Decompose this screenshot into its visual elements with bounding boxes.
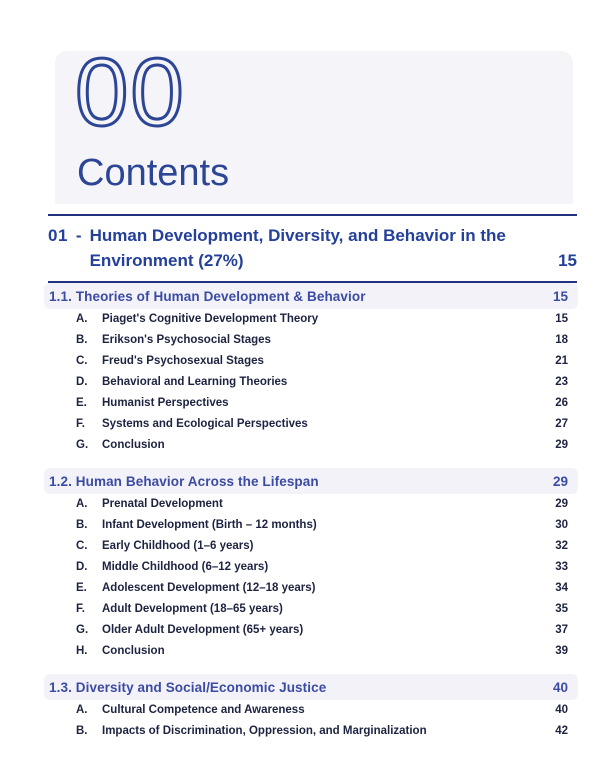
toc-item-title: Humanist Perspectives	[102, 397, 229, 409]
toc-item-letter: B.	[76, 334, 88, 346]
toc-item-title: Systems and Ecological Perspectives	[102, 418, 308, 430]
toc-item-page: 33	[555, 561, 568, 573]
chapter-number: 01	[48, 226, 68, 245]
toc-section-header[interactable]	[44, 674, 578, 700]
toc-item[interactable]	[44, 498, 578, 519]
toc-section-items	[44, 313, 578, 460]
toc-item-letter: D.	[76, 561, 88, 573]
toc-item-page: 39	[555, 645, 568, 657]
toc-section-page: 29	[552, 473, 568, 489]
toc-item-letter: G.	[76, 624, 89, 636]
toc-item-page: 23	[555, 376, 568, 388]
toc-item-page: 27	[555, 418, 568, 430]
toc-item-title: Behavioral and Learning Theories	[102, 376, 288, 388]
toc-item[interactable]	[44, 645, 578, 666]
toc-item-page: 26	[555, 397, 568, 409]
toc-item[interactable]	[44, 561, 578, 582]
toc-item[interactable]	[44, 376, 578, 397]
toc-item-letter: H.	[76, 645, 88, 657]
toc-item-page: 34	[555, 582, 568, 594]
toc-item-title: Infant Development (Birth – 12 months)	[102, 519, 317, 531]
toc-item-page: 37	[555, 624, 568, 636]
toc-item-title: Adult Development (18–65 years)	[102, 603, 283, 615]
toc-item-title: Middle Childhood (6–12 years)	[102, 561, 269, 573]
toc-item[interactable]	[44, 439, 578, 460]
toc-item[interactable]	[44, 540, 578, 561]
toc-item[interactable]	[44, 603, 578, 624]
toc-item[interactable]	[44, 704, 578, 725]
toc-item-title: Older Adult Development (65+ years)	[102, 624, 304, 636]
chapter-title: Human Development, Diversity, and Behavior in the Environment (27%)	[89, 226, 506, 270]
chapter-heading-row	[48, 223, 577, 273]
chapter-separator: -	[75, 226, 82, 245]
toc-item-title: Conclusion	[102, 645, 165, 657]
toc-item-title: Impacts of Discrimination, Oppression, and Marginalization	[102, 725, 427, 737]
toc-item-title: Adolescent Development (12–18 years)	[102, 582, 316, 594]
toc-section-title: 1.3. Diversity and Social/Economic Justice	[49, 679, 327, 695]
chapter-page-number: 15	[558, 251, 577, 270]
toc-item-letter: A.	[76, 313, 88, 325]
toc-section	[44, 674, 578, 746]
toc-item-letter: F.	[76, 418, 85, 430]
toc-section-items	[44, 704, 578, 746]
toc-section-title: 1.2. Human Behavior Across the Lifespan	[49, 473, 319, 489]
toc-item[interactable]	[44, 334, 578, 355]
toc-item-letter: C.	[76, 540, 88, 552]
toc-section-items	[44, 498, 578, 666]
toc-item-page: 42	[555, 725, 568, 737]
toc-item[interactable]	[44, 582, 578, 603]
toc-item-page: 40	[555, 704, 568, 716]
toc-item[interactable]	[44, 624, 578, 645]
toc-item[interactable]	[44, 519, 578, 540]
toc-item-letter: C.	[76, 355, 88, 367]
toc-item-page: 29	[555, 498, 568, 510]
page-title: Contents	[77, 152, 230, 194]
toc-section	[44, 468, 578, 666]
toc-list	[44, 283, 578, 754]
toc-item-page: 18	[555, 334, 568, 346]
toc-item-title: Early Childhood (1–6 years)	[102, 540, 254, 552]
toc-item[interactable]	[44, 355, 578, 376]
toc-item-title: Erikson's Psychosocial Stages	[102, 334, 271, 346]
toc-item-letter: F.	[76, 603, 85, 615]
toc-section-title: 1.1. Theories of Human Development & Behavior	[49, 288, 366, 304]
toc-item-page: 15	[555, 313, 568, 325]
toc-item-title: Piaget's Cognitive Development Theory	[102, 313, 319, 325]
toc-item-title: Conclusion	[102, 439, 165, 451]
toc-item-page: 35	[555, 603, 568, 615]
toc-item-letter: A.	[76, 498, 88, 510]
toc-item-letter: A.	[76, 704, 88, 716]
toc-item-title: Prenatal Development	[102, 498, 223, 510]
toc-item[interactable]	[44, 418, 578, 439]
toc-section-page: 15	[552, 288, 568, 304]
toc-section-header[interactable]	[44, 468, 578, 494]
toc-item-letter: D.	[76, 376, 88, 388]
toc-item-letter: G.	[76, 439, 89, 451]
chapter-heading[interactable]	[48, 214, 577, 283]
toc-item[interactable]	[44, 725, 578, 746]
toc-section	[44, 283, 578, 460]
toc-item-letter: E.	[76, 582, 87, 594]
toc-item-title: Cultural Competence and Awareness	[102, 704, 305, 716]
toc-section-page: 40	[552, 679, 568, 695]
toc-item-title: Freud's Psychosexual Stages	[102, 355, 264, 367]
toc-item-page: 30	[555, 519, 568, 531]
toc-item[interactable]	[44, 313, 578, 334]
toc-item-letter: E.	[76, 397, 87, 409]
toc-item-page: 29	[555, 439, 568, 451]
toc-item-page: 21	[555, 355, 568, 367]
toc-item-letter: B.	[76, 519, 88, 531]
toc-section-header[interactable]	[44, 283, 578, 309]
toc-item[interactable]	[44, 397, 578, 418]
toc-item-page: 32	[555, 540, 568, 552]
contents-hero-card	[55, 39, 573, 204]
toc-item-letter: B.	[76, 725, 88, 737]
chapter-zero-numeral: 00	[75, 39, 186, 146]
